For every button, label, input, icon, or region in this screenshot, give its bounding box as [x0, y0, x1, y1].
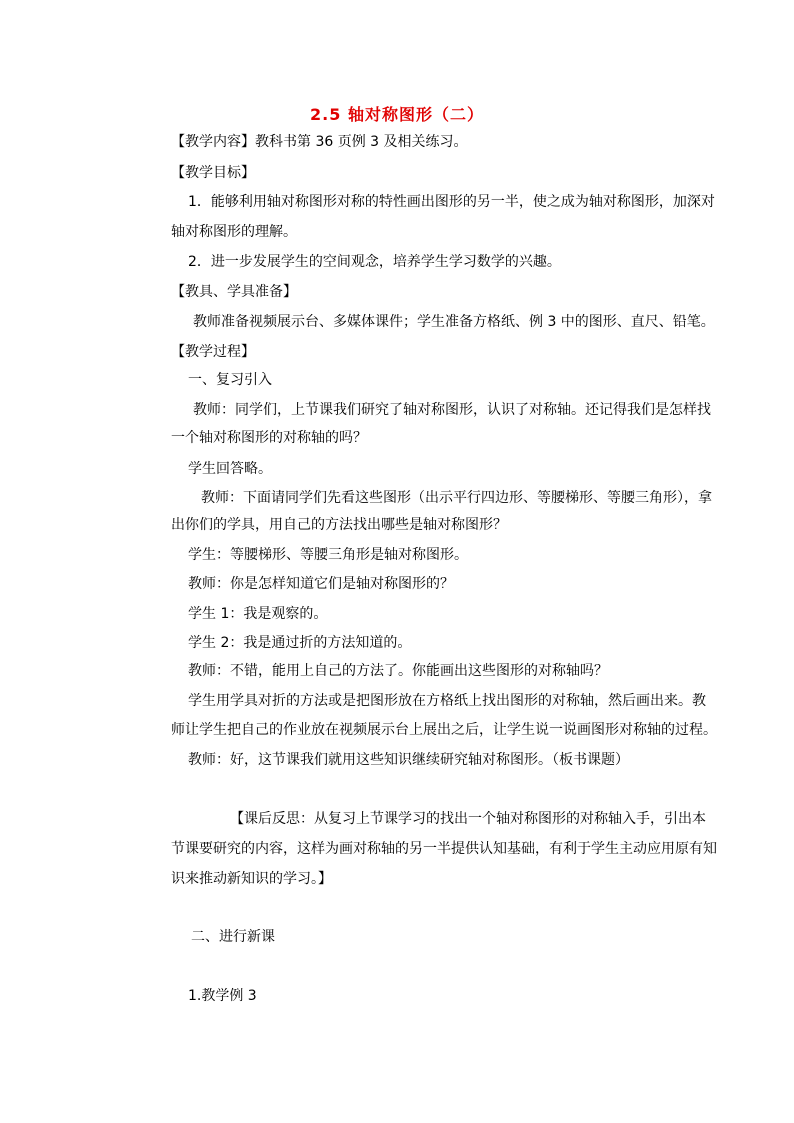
content-line: 【教学内容】教科书第 36 页例 3 及相关练习。: [171, 134, 468, 150]
page-title: 2.5 轴对称图形（二）: [310, 105, 484, 124]
goal-2: 2．进一步发展学生的空间观念，培养学生学习数学的兴趣。: [188, 254, 561, 270]
section-1-heading: 一、复习引入: [188, 372, 272, 388]
goal-1-line-2: 轴对称图形的理解。: [171, 224, 297, 240]
paragraph-4: 学生：等腰梯形、等腰三角形是轴对称图形。: [188, 547, 468, 563]
prep-text: 教师准备视频展示台、多媒体课件；学生准备方格纸、例 3 中的图形、直尺、铅笔。: [193, 314, 715, 330]
paragraph-3-line-1: 教师：下面请同学们先看这些图形（出示平行四边形、等腰梯形、等腰三角形），拿: [201, 490, 712, 506]
paragraph-6: 学生 1：我是观察的。: [188, 606, 328, 622]
paragraph-3-line-2: 出你们的学具，用自己的方法找出哪些是轴对称图形？: [171, 517, 507, 533]
paragraph-8: 教师：不错，能用上自己的方法了。你能画出这些图形的对称轴吗？: [188, 663, 608, 679]
paragraph-5: 教师：你是怎样知道它们是轴对称图形的？: [188, 576, 454, 592]
paragraph-7: 学生 2：我是通过折的方法知道的。: [188, 635, 412, 651]
goal-1-line-1: 1．能够利用轴对称图形对称的特性画出图形的另一半，使之成为轴对称图形，加深对: [188, 194, 715, 210]
paragraph-9-line-1: 学生用学具对折的方法或是把图形放在方格纸上找出图形的对称轴，然后画出来。教: [188, 693, 706, 709]
process-heading: 【教学过程】: [171, 344, 255, 360]
reflection-line-2: 节课要研究的内容，这样为画对称轴的另一半提供认知基础，有利于学生主动应用原有知: [171, 841, 717, 857]
paragraph-9-line-2: 师让学生把自己的作业放在视频展示台上展出之后，让学生说一说画图形对称轴的过程。: [171, 722, 717, 738]
paragraph-1-line-1: 教师：同学们，上节课我们研究了轴对称图形，认识了对称轴。还记得我们是怎样找: [193, 402, 711, 418]
paragraph-10: 教师：好，这节课我们就用这些知识继续研究轴对称图形。（板书课题）: [188, 752, 629, 768]
reflection-line-3: 识来推动新知识的学习。】: [171, 871, 332, 887]
paragraph-1-line-2: 一个轴对称图形的对称轴的吗？: [171, 430, 367, 446]
subsection-1-heading: 1.教学例 3: [188, 988, 257, 1004]
goals-heading: 【教学目标】: [171, 165, 255, 181]
paragraph-2: 学生回答略。: [188, 461, 272, 477]
prep-heading: 【教具、学具准备】: [171, 284, 297, 300]
reflection-line-1: 【课后反思：从复习上节课学习的找出一个轴对称图形的对称轴入手，引出本: [230, 811, 706, 827]
section-2-heading: 二、进行新课: [191, 929, 275, 945]
